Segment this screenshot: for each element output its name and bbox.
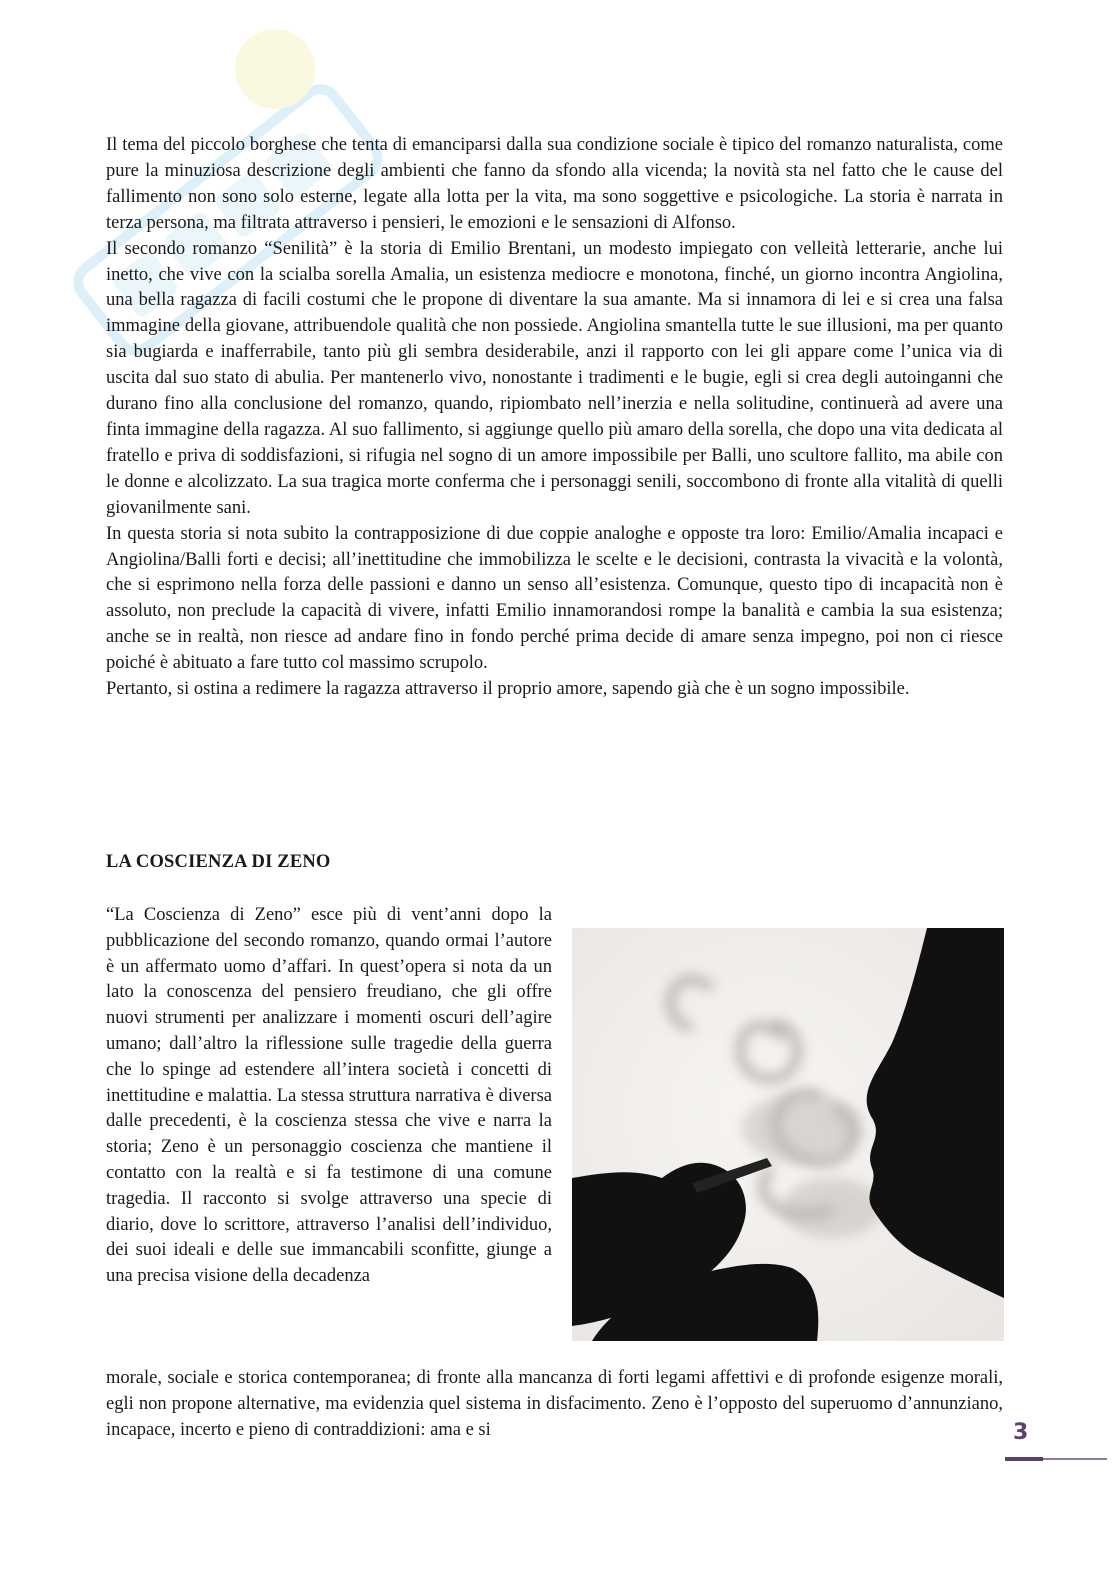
smoking-silhouette-photo	[572, 928, 1004, 1341]
rule-light-segment	[1043, 1458, 1107, 1460]
paragraph-intro-3: In questa storia si nota subito la contrapposizione di due coppie analoghe e opposte tra loro: Emilio/Amalia incapaci e Angiolina/Balli forti e decisi; all’inettitudine che immobilizza le scelte e le decisioni, contrasta la vivacità e la volontà, che si esprimono nella forza delle passioni e danno un senso all’esistenza. Comunque, questo tipo di incapacità non è assoluto, non preclude la capacità di vivere, infatti Emilio innamorandosi rompe la banalità e cambia la sua esistenza; anche se in realtà, non riesce ad andare fino in fondo perché prima decide di amare senza impegno, poi non ci riesce poiché è abituato a fare tutto col massimo scrupolo.	[106, 523, 1003, 674]
column-text	[106, 903, 552, 1290]
paragraph-zeno-continued: morale, sociale e storica contemporanea; di fronte alla mancanza di forti legami affettivi e di profonde esigenze morali, egli non propone alternative, ma evidenzia quel sistema in disfacimento. Zeno è l’opposto del superuomo d’annunziano, incapace, incerto e pieno di contraddizioni: ama e si	[106, 1368, 1003, 1440]
page-number: 3	[1013, 1420, 1029, 1445]
section-heading: LA COSCIENZA DI ZENO	[106, 852, 331, 872]
intro-text	[106, 133, 1003, 703]
paragraph-intro-2: Il secondo romanzo “Senilità” è la storia di Emilio Brentani, un modesto impiegato con velleità letterarie, anche lui inetto, che vive con la scialba sorella Amalia, un esistenza mediocre e monotona, finché, un giorno incontra Angiolina, una bella ragazza di facili costumi che le propone di diventare la sua amante. Ma si innamora di lei e si crea una falsa immagine della giovane, attribuendole qualità che non possiede. Angiolina smantella tutte le sue illusioni, ma per quanto sia bugiarda e inafferrabile, tanto più gli sembra desiderabile, anzi il rapporto con lei gli appare come l’unica via di uscita dal suo stato di abulia. Per mantenerlo vivo, nonostante i tradimenti e le bugie, egli si crea degli autoinganni che durano fino alla conclusione del romanzo, quando, ripiombato nell’inerzia e nella solitudine, continuerà ad avere una finta immagine della ragazza. Al suo fallimento, si aggiunge quello più amaro della sorella, che dopo una vita dedicata al fratello e priva di soddisfazioni, si rifugia nel sogno di un amore impossibile per Balli, uno scultore fallito, ma abile con le donne e alcolizzato. La sua tragica morte conferma che i personaggi senili, soccombono di fronte alla vitalità di quelli giovanilmente sani.	[106, 238, 1003, 518]
paragraph-zeno: “La Coscienza di Zeno” esce più di vent’anni dopo la pubblicazione del secondo romanzo, quando ormai l’autore è un affermato uomo d’affari. In quest’opera si nota da un lato la conoscenza del pensiero freudiano, che gli offre nuovi strumenti per analizzare i momenti oscuri dell’agire umano; dall’altro la riflessione sulle tragedie della guerra che lo spinge ad estendere all’intera società i concetti di inettitudine e malattia. La stessa struttura narrativa è diversa dalle precedenti, è la coscienza stessa che vive e narra la storia; Zeno è un personaggio coscienza che mantiene il contatto con la realtà e si fa testimone di una comune tragedia. Il racconto si svolge attraverso una specie di diario, dove lo scrittore, attraverso l’analisi dell’individuo, dei suoi ideali e delle sue immancabili sconfitte, giunge a una precisa visione della decadenza	[106, 905, 552, 1287]
paragraph-intro-1: Il tema del piccolo borghese che tenta di emanciparsi dalla sua condizione sociale è tipico del romanzo naturalista, come pure la minuziosa descrizione degli ambienti che fanno da sfondo alla vicenda; la novità sta nel fatto che le cause del fallimento non sono solo esterne, legate alla lotta per la vita, ma sono soggettive e psicologiche. La storia è narrata in terza persona, ma filtrata attraverso i pensieri, le emozioni e le sensazioni di Alfonso.	[106, 135, 1003, 233]
continuation-text	[106, 1366, 1003, 1443]
page-number-rule	[1005, 1457, 1107, 1461]
paragraph-intro-4: Pertanto, si ostina a redimere la ragazza attraverso il proprio amore, sapendo già che è un sogno impossibile.	[106, 679, 910, 700]
rule-dark-segment	[1005, 1457, 1043, 1461]
